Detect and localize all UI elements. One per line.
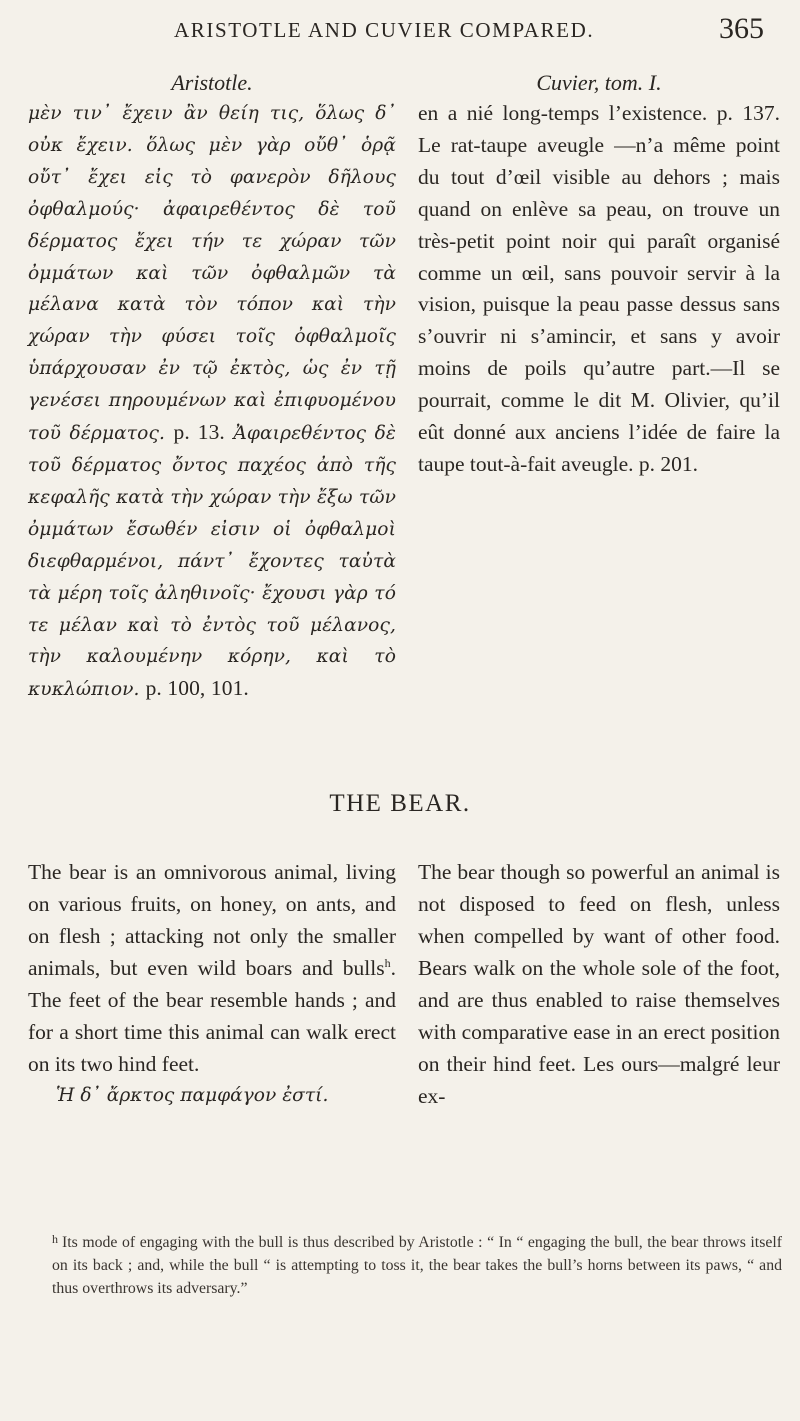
greek-passage-2: Ἀφαιρεθέντος δὲ τοῦ δέρματος ὄντος παχέος ἀπὸ τῆς κεφαλῆς κατὰ τὴν χώραν τὴν ἔξω τῶν ὀμμάτων ἔσωθέν εἰσιν οἱ ὀφθαλμοὶ διεφθαρμένοι, πάντ᾽ ἔχοντες ταὐτὰ τὰ μέρη τοῖς ἀληθινοῖς· ἔχουσι γὰρ τό τε μέλαν καὶ τὸ ἐντὸς τοῦ μέλανος, τὴν καλουμένην κόρην, καὶ τὸ κυκλώπιον. <box>28 423 396 701</box>
bear-aristotle-column <box>28 856 396 1112</box>
footnote-text: Its mode of engaging with the bull is thus described by Aristotle : “ In “ engaging the bull, the bear throws itself on its back ; and, while the bull “ is attempting to toss it, the bear takes the bull’s horns between its paws, “ and thus overthrows its adversary.” <box>52 1234 782 1297</box>
footnote <box>52 1228 782 1300</box>
aristotle-heading: Aristotle. <box>171 70 253 95</box>
aristotle-column <box>28 68 396 706</box>
running-title: ARISTOTLE AND CUVIER COMPARED. <box>174 18 595 42</box>
section-title: THE BEAR. <box>329 790 471 817</box>
page-reference: p. 100, 101. <box>145 676 249 701</box>
page-number: 365 <box>719 12 764 45</box>
cuvier-french-text: en a nié long-temps l’existence. p. 137. Le rat-taupe aveugle —n’a même point du tout d’œil visible au dehors ; mais quand on enlève sa peau, on trouve un très-petit point noir qui paraît organisé comme un œil, sans pouvoir servir à la vision, puisque la peau passe dessus sans s’ouvrir ni s’amincir, et sans y avoir moins de poils qu’autre part.—Il se pourrait, comme le dit M. Olivier, qu’il eût donné aux anciens l’idée de faire la taupe tout-à-fait aveugle. p. 201. <box>418 101 780 476</box>
footnote-reference[interactable]: h <box>384 956 391 970</box>
bear-text-part-2: . The feet of the bear resemble hands ; and for a short time this animal can walk erect on its two hind feet. <box>28 956 396 1076</box>
page-reference: p. 13. <box>173 420 225 445</box>
greek-passage-1: μὲν τιν᾽ ἔχειν ἂν θείη τις, ὅλως δ᾽ οὐκ ἔχειν. ὅλως μὲν γὰρ οὔθ᾽ ὁρᾷ οὔτ᾽ ἔχει εἰς τὸ φανερὸν δῆλους ὀφθαλμούς· ἀφαιρεθέντος δὲ τοῦ δέρματος ἔχει τήν τε χώραν τῶν ὀμμάτων καὶ τῶν ὀφθαλμῶν τὰ μέλανα κατὰ τὸν τόπον καὶ τὴν χώραν τὴν φύσει τοῖς ὀφθαλμοῖς ὑπάρχουσαν ἐν τῷ ἐκτὸς, ὡς ἐν τῇ γενέσει πηρουμένων καὶ ἐπιφυομένου τοῦ δέρματος. <box>28 103 396 445</box>
cuvier-column <box>418 68 780 481</box>
bear-cuvier-column <box>418 856 780 1112</box>
footnote-mark: h <box>52 1232 58 1246</box>
aristotle-greek-text <box>28 98 396 706</box>
bear-text-part-1: The bear is an omnivorous animal, living on various fruits, on honey, on ants, and on flesh ; attacking not only the smaller animals, but even wild boars and bulls <box>28 860 396 980</box>
bear-cuvier-text: The bear though so powerful an animal is not disposed to feed on flesh, unless when compelled by want of other food. Bears walk on the whole sole of the foot, and are thus enabled to raise themselves with comparative ease in an erect position on their hind feet. Les ours—malgré leur ex- <box>418 860 780 1108</box>
greek-quotation: Ἡ δ᾽ ἄρκτος παμφάγον ἐστί. <box>56 1085 329 1106</box>
bear-aristotle-text <box>28 856 396 1080</box>
cuvier-heading: Cuvier, tom. I. <box>536 70 662 95</box>
